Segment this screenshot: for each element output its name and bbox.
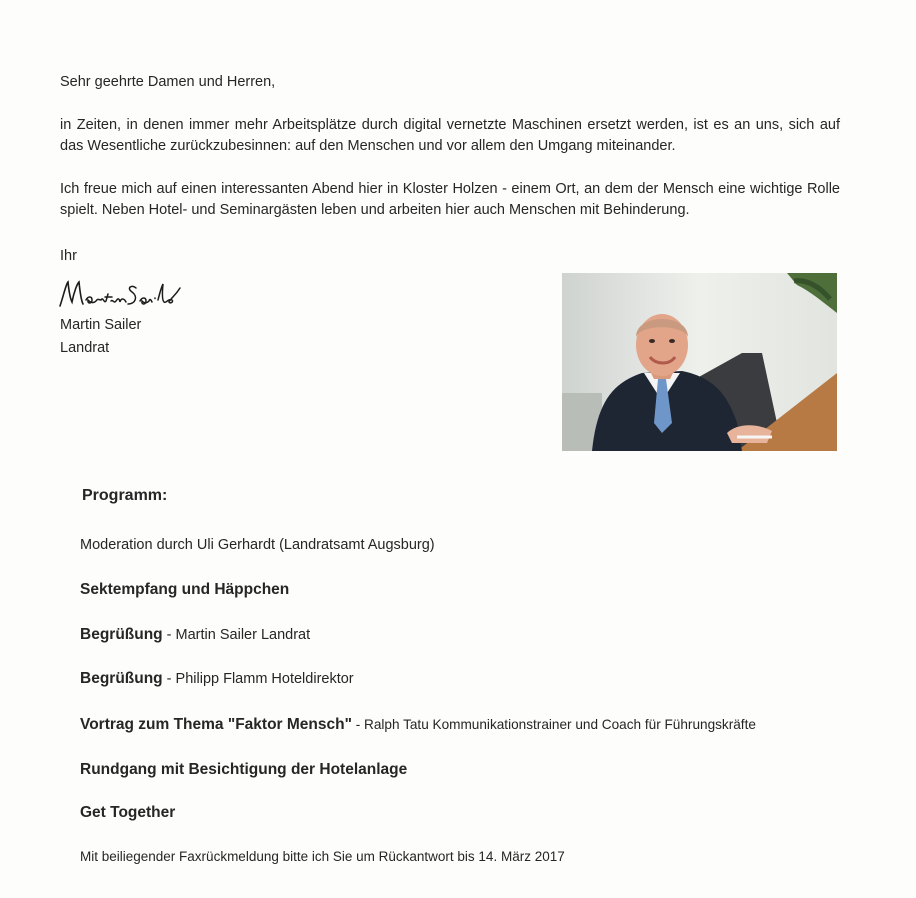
- program-item-text: - Ralph Tatu Kommunikationstrainer und Coach für Führungskräfte: [351, 717, 756, 732]
- program-item-heading: Begrüßung: [80, 626, 163, 643]
- paragraph-1: in Zeiten, in denen immer mehr Arbeitsplätze durch digital vernetzte Maschinen ersetzt werden, ist es an uns, sich auf das Wesentliche zurückzubesinnen: auf den Menschen und vor allem den Umgang miteinander.: [60, 117, 840, 154]
- paragraph-2: Ich freue mich auf einen interessanten Abend hier in Kloster Holzen - einem Ort, an dem der Mensch eine wichtige Rolle spielt. Neben Hotel- und Seminargästen leben und arbeiten hier auch Menschen mit Behinderung.: [60, 181, 840, 218]
- program-item-heading: Sektempfang und Häppchen: [80, 581, 290, 598]
- program-item-begruessung-hoteldirektor: [80, 670, 354, 688]
- program-item-text: - Philipp Flamm Hoteldirektor: [162, 671, 354, 687]
- program-item-text: - Martin Sailer Landrat: [162, 627, 311, 643]
- portrait-photo-illustration: [562, 273, 837, 451]
- signer-name: Martin Sailer: [60, 317, 142, 333]
- letter-body: [60, 72, 840, 243]
- program-item-sektempfang: [80, 581, 289, 599]
- program-item-get-together: [80, 804, 175, 822]
- salutation: Sehr geehrte Damen und Herren,: [60, 74, 276, 90]
- reply-note: Mit beiliegender Faxrückmeldung bitte ich Sie um Rückantwort bis 14. März 2017: [80, 849, 565, 864]
- program-item-heading: Vortrag zum Thema "Faktor Mensch": [80, 716, 352, 733]
- handwritten-signature: [56, 274, 196, 314]
- program-item-heading: Begrüßung: [80, 670, 163, 687]
- program-item-text: Moderation durch Uli Gerhardt (Landratsamt Augsburg): [80, 537, 435, 553]
- portrait-photo: [562, 273, 837, 451]
- closing: Ihr: [60, 248, 77, 264]
- program-item-begruessung-landrat: [80, 626, 310, 644]
- program-item-moderation: [80, 537, 435, 553]
- program-title: Programm:: [82, 487, 168, 504]
- program-item-rundgang: [80, 761, 407, 779]
- signer-block: [60, 314, 141, 360]
- signer-title: Landrat: [60, 340, 110, 356]
- program-item-vortrag: [80, 716, 756, 734]
- program-item-heading: Rundgang mit Besichtigung der Hotelanlage: [80, 761, 408, 778]
- program-item-heading: Get Together: [80, 804, 176, 821]
